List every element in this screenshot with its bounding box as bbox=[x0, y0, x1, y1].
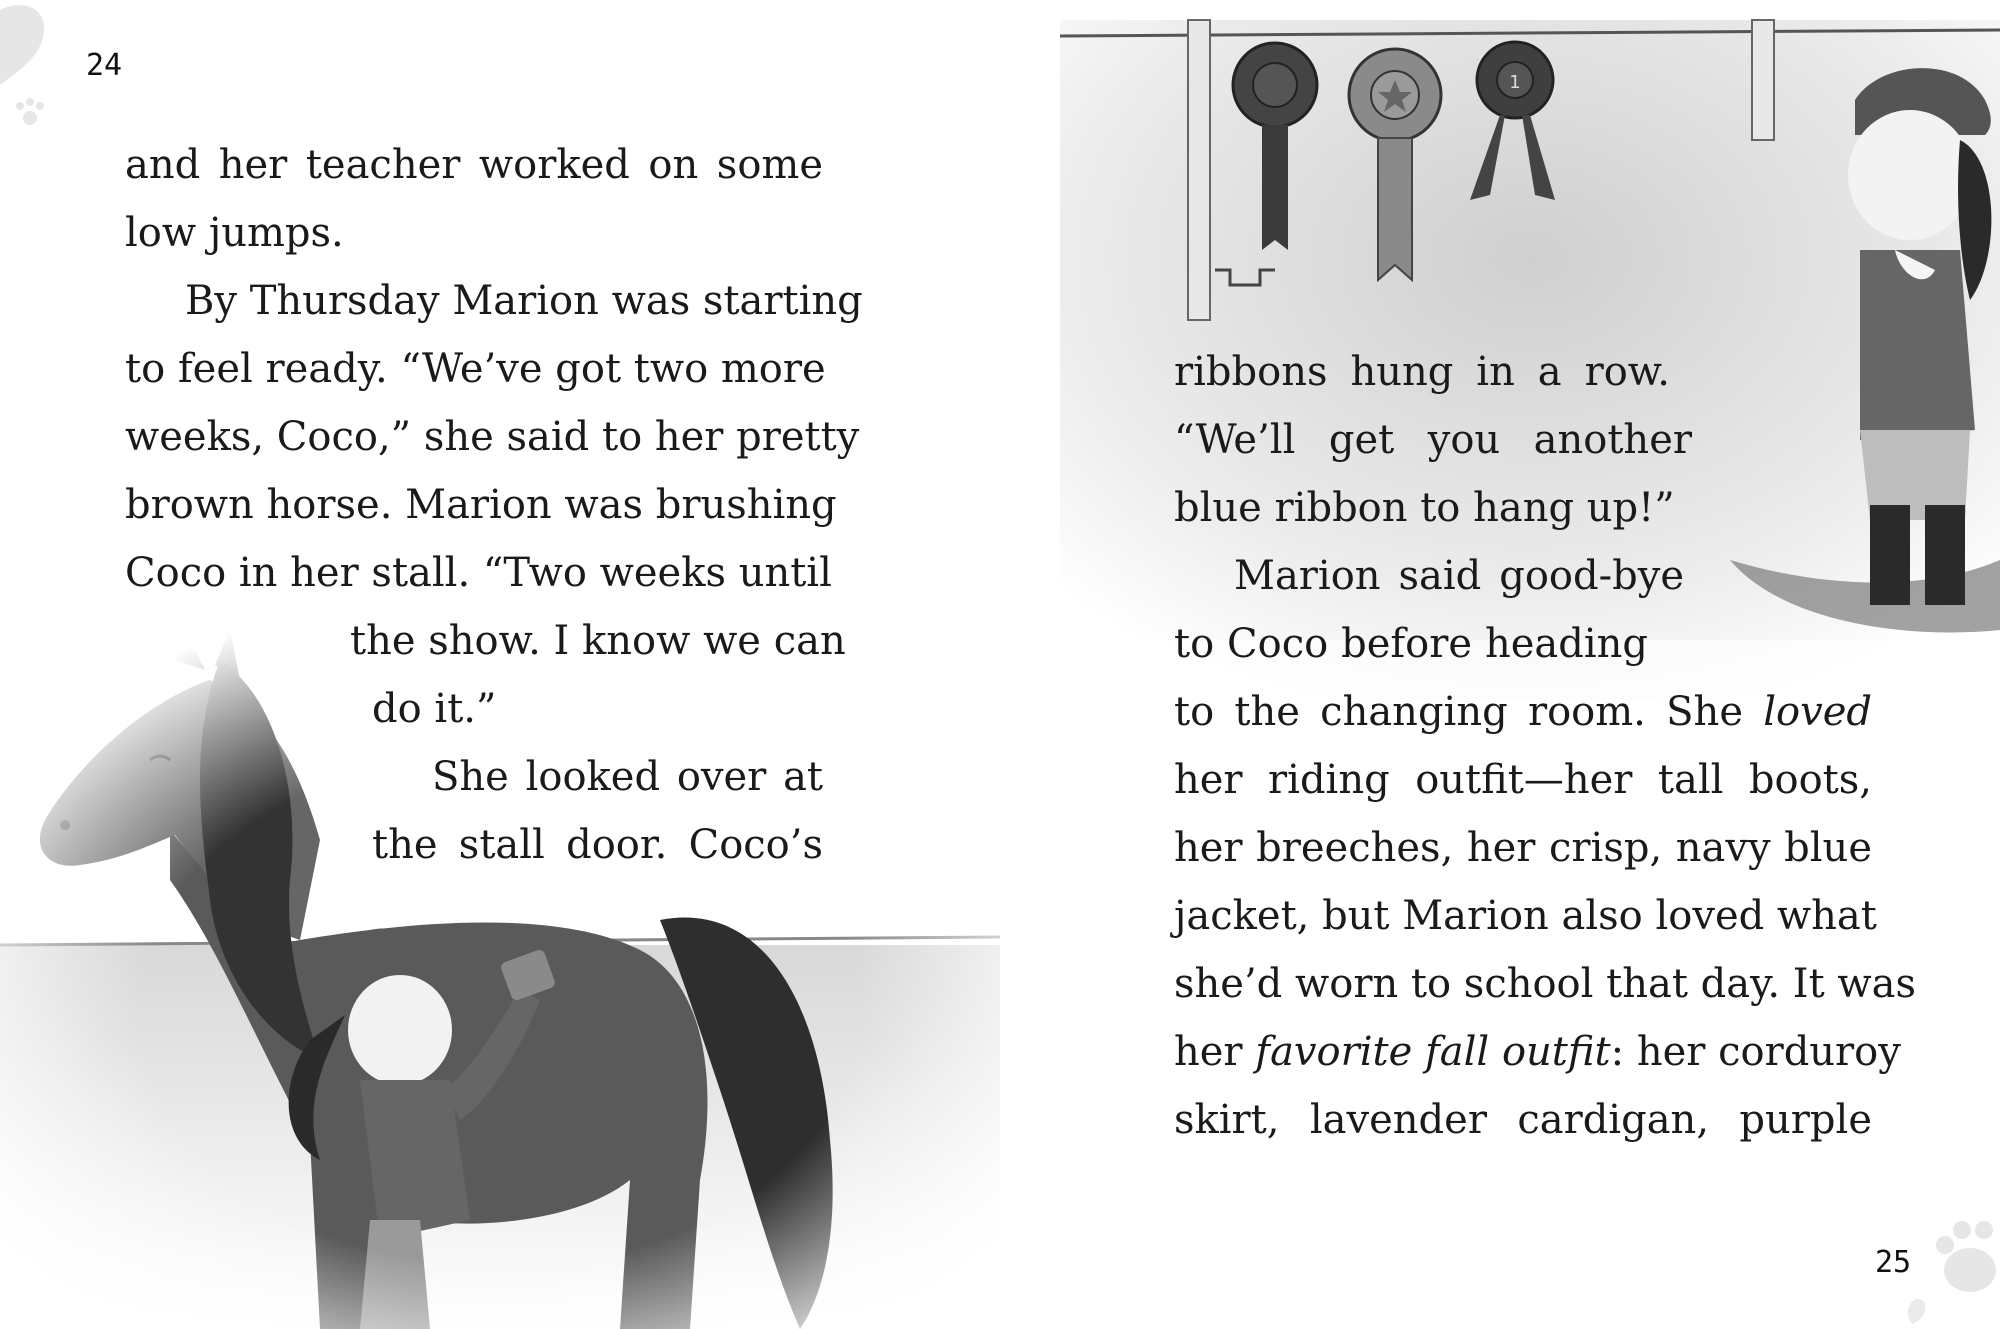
text-line: weeks, Coco,” she said to her pretty bbox=[125, 414, 860, 460]
text-line: By Thursday Marion was starting bbox=[185, 278, 863, 324]
text-line: do it.” bbox=[372, 686, 497, 732]
text-line: blue ribbon to hang up!” bbox=[1174, 485, 1675, 531]
paw-print-icon bbox=[1900, 1200, 2000, 1329]
text-line: she’d worn to school that day. It was bbox=[1174, 961, 1916, 1007]
text-line: her favorite fall outfit: her corduroy bbox=[1174, 1029, 1901, 1075]
text-line: jacket, but Marion also loved what bbox=[1174, 893, 1877, 939]
text-line: Marion said good-bye bbox=[1234, 553, 1684, 599]
page-number: 24 bbox=[86, 48, 123, 83]
text-line: She looked over at bbox=[432, 754, 823, 800]
text-line: skirt, lavender cardigan, purple bbox=[1174, 1097, 1872, 1143]
text-line: ribbons hung in a row. bbox=[1174, 349, 1670, 395]
text-line: “We’ll get you another bbox=[1174, 417, 1692, 463]
text-line: the stall door. Coco’s bbox=[372, 822, 823, 868]
text-line: low jumps. bbox=[125, 210, 344, 256]
text-line: Coco in her stall. “Two weeks until bbox=[125, 550, 832, 596]
heart-paw-decoration-icon bbox=[0, 0, 70, 140]
text-line: to Coco before heading bbox=[1174, 621, 1648, 667]
text-line: to feel ready. “We’ve got two more bbox=[125, 346, 826, 392]
ribbon-number: 1 bbox=[1509, 72, 1521, 93]
text-line: brown horse. Marion was brushing bbox=[125, 482, 837, 528]
right-page bbox=[1000, 0, 2000, 1329]
text-line: her riding outfit—her tall boots, bbox=[1174, 757, 1872, 803]
page-number: 25 bbox=[1875, 1245, 1912, 1280]
text-line: to the changing room. She loved bbox=[1174, 689, 1873, 735]
text-line: and her teacher worked on some bbox=[125, 142, 823, 188]
text-line: her breeches, her crisp, navy blue bbox=[1174, 825, 1872, 871]
text-line: the show. I know we can bbox=[350, 618, 846, 664]
